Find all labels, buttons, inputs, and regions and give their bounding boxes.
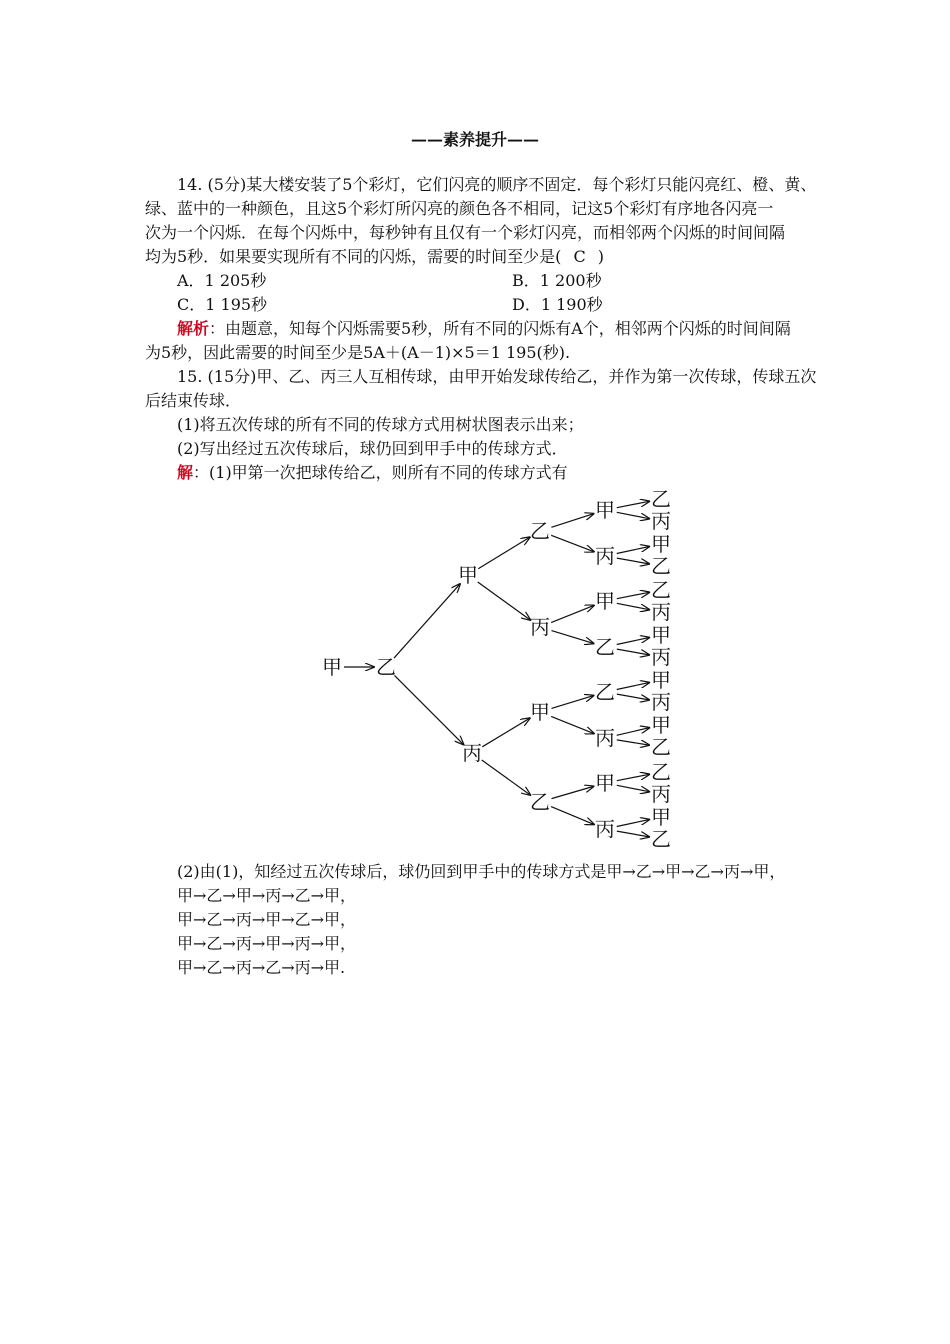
tree-arrow-13	[552, 786, 594, 798]
tree-arrow-6	[482, 760, 531, 795]
tree-arrow-11	[551, 696, 593, 709]
q15-solution-label: 解	[177, 463, 194, 482]
tree-arrow-18	[617, 558, 649, 564]
tree-nodes	[322, 487, 671, 851]
tree-arrow-14	[551, 807, 594, 825]
tree-node-level1: 乙	[376, 655, 396, 679]
q15-solution2-line-3: 甲→乙→丙→甲→乙→甲，	[177, 910, 357, 929]
q15-solution2-line-2: 甲→乙→甲→丙→乙→甲，	[177, 886, 357, 905]
tree-node-level2-0: 甲	[458, 563, 478, 587]
tree-leaf-7: 丙	[651, 645, 671, 669]
tree-leaf-0: 乙	[651, 487, 671, 511]
tree-node-level4-2: 甲	[595, 589, 615, 613]
tree-leaf-2: 甲	[651, 532, 671, 556]
tree-arrow-24	[617, 694, 649, 700]
tree-leaf-5: 丙	[651, 600, 671, 624]
tree-arrow-15	[617, 501, 649, 507]
tree-node-level4-5: 丙	[595, 726, 615, 750]
choice-b: B．1 200秒	[512, 271, 602, 290]
tree-arrow-4	[478, 582, 531, 620]
tree-arrow-2	[394, 675, 463, 744]
tree-leaf-9: 丙	[651, 690, 671, 714]
q15-solution-text: ：(1)甲第一次把球传给乙，则所有不同的传球方式有	[193, 463, 568, 482]
tree-arrow-3	[478, 537, 530, 568]
tree-arrow-26	[617, 740, 649, 745]
tree-arrow-19	[617, 592, 649, 598]
tree-leaf-10: 甲	[651, 713, 671, 737]
q14-solution-label: 解析	[177, 319, 210, 338]
tree-leaf-1: 丙	[651, 509, 671, 533]
tree-node-level4-6: 甲	[595, 771, 615, 795]
tree-arrow-27	[617, 774, 649, 780]
tree-node-level4-0: 甲	[595, 498, 615, 522]
tree-node-level4-7: 丙	[595, 817, 615, 841]
tree-arrow-1	[394, 584, 460, 658]
q14-close-paren: )	[597, 247, 604, 266]
tree-arrow-16	[617, 512, 649, 518]
q15-part-2: (2)写出经过五次传球后，球仍回到甲手中的传球方式．	[177, 439, 568, 458]
tree-leaf-15: 乙	[651, 827, 671, 851]
q14-line-4-text: 均为5秒．如果要实现所有不同的闪烁，需要的时间至少是(	[145, 247, 562, 266]
tree-leaf-11: 乙	[651, 735, 671, 759]
tree-node-level4-1: 丙	[595, 544, 615, 568]
tree-arrow-21	[617, 638, 650, 645]
q15-line-2: 后结束传球．	[145, 391, 242, 410]
tree-leaf-13: 丙	[651, 782, 671, 806]
tree-leaf-6: 甲	[651, 623, 671, 647]
q14-solution-text: ：由题意，知每个闪烁需要5秒，所有不同的闪烁有A个，相邻两个闪烁的时间间隔	[209, 319, 791, 338]
tree-arrow-12	[551, 716, 594, 733]
q14-solution-line-1	[177, 317, 817, 341]
tree-arrow-5	[482, 718, 529, 747]
tree-arrow-7	[551, 514, 593, 528]
tree-leaf-12: 乙	[651, 760, 671, 784]
tree-node-level3-3: 乙	[530, 790, 550, 814]
tree-arrow-25	[617, 728, 650, 736]
tree-arrow-22	[617, 649, 649, 655]
tree-node-level3-2: 甲	[530, 700, 550, 724]
q15-solution2-line-1: (2)由(1)，知经过五次传球后，球仍回到甲手中的传球方式是甲→乙→甲→乙→丙→甲，	[177, 862, 786, 881]
q14-answer: C	[573, 247, 586, 266]
tree-arrow-23	[617, 683, 650, 690]
choice-c: C．1 195秒	[177, 295, 268, 314]
tree-arrow-20	[617, 603, 649, 609]
tree-arrow-9	[551, 605, 594, 622]
q15-part-1: (1)将五次传球的所有不同的传球方式用树状图表示出来；	[177, 415, 584, 434]
q15-solution2-line-4: 甲→乙→丙→甲→丙→甲，	[177, 934, 357, 953]
tree-arrow-30	[617, 831, 649, 837]
q15-line-1: 15. (15分)甲、乙、丙三人互相传球，由甲开始发球传给乙，并作为第一次传球，传球五次	[177, 367, 817, 386]
tree-node-level4-3: 乙	[595, 635, 615, 659]
tree-node-level3-1: 丙	[530, 615, 550, 639]
tree-arrow-10	[551, 631, 593, 644]
tree-node-level4-4: 乙	[595, 680, 615, 704]
choice-d: D．1 190秒	[512, 295, 603, 314]
q14-line-2: 绿、蓝中的一种颜色，且这5个彩灯所闪亮的颜色各不相同，记这5个彩灯有序地各闪亮一	[145, 199, 774, 218]
tree-leaf-4: 乙	[651, 578, 671, 602]
q14-line-3: 次为一个闪烁．在每个闪烁中，每秒钟有且仅有一个彩灯闪亮，而相邻两个闪烁的时间间隔	[145, 223, 786, 242]
tree-node-level2-1: 丙	[462, 741, 482, 765]
tree-node-level3-0: 乙	[530, 519, 550, 543]
q14-line-4	[145, 245, 815, 269]
tree-leaf-3: 乙	[651, 554, 671, 578]
tree-arrow-29	[617, 820, 650, 827]
tree-arrow-17	[617, 547, 650, 554]
tree-leaf-14: 甲	[651, 805, 671, 829]
tree-arrow-28	[617, 785, 649, 791]
tree-arrow-8	[551, 535, 594, 551]
tree-node-root: 甲	[322, 655, 342, 679]
choice-a: A．1 205秒	[177, 271, 267, 290]
q14-solution-line-2: 为5秒，因此需要的时间至少是5A＋(A－1)×5＝1 195(秒).	[145, 343, 571, 362]
q14-line-1: 14. (5分)某大楼安装了5个彩灯，它们闪亮的顺序不固定．每个彩灯只能闪亮红、橙、黄、	[177, 175, 817, 194]
q15-solution2-line-5: 甲→乙→丙→乙→丙→甲.	[177, 958, 346, 977]
section-title: ——素养提升——	[410, 130, 539, 149]
passing-tree-diagram	[300, 480, 700, 860]
tree-leaf-8: 甲	[651, 668, 671, 692]
